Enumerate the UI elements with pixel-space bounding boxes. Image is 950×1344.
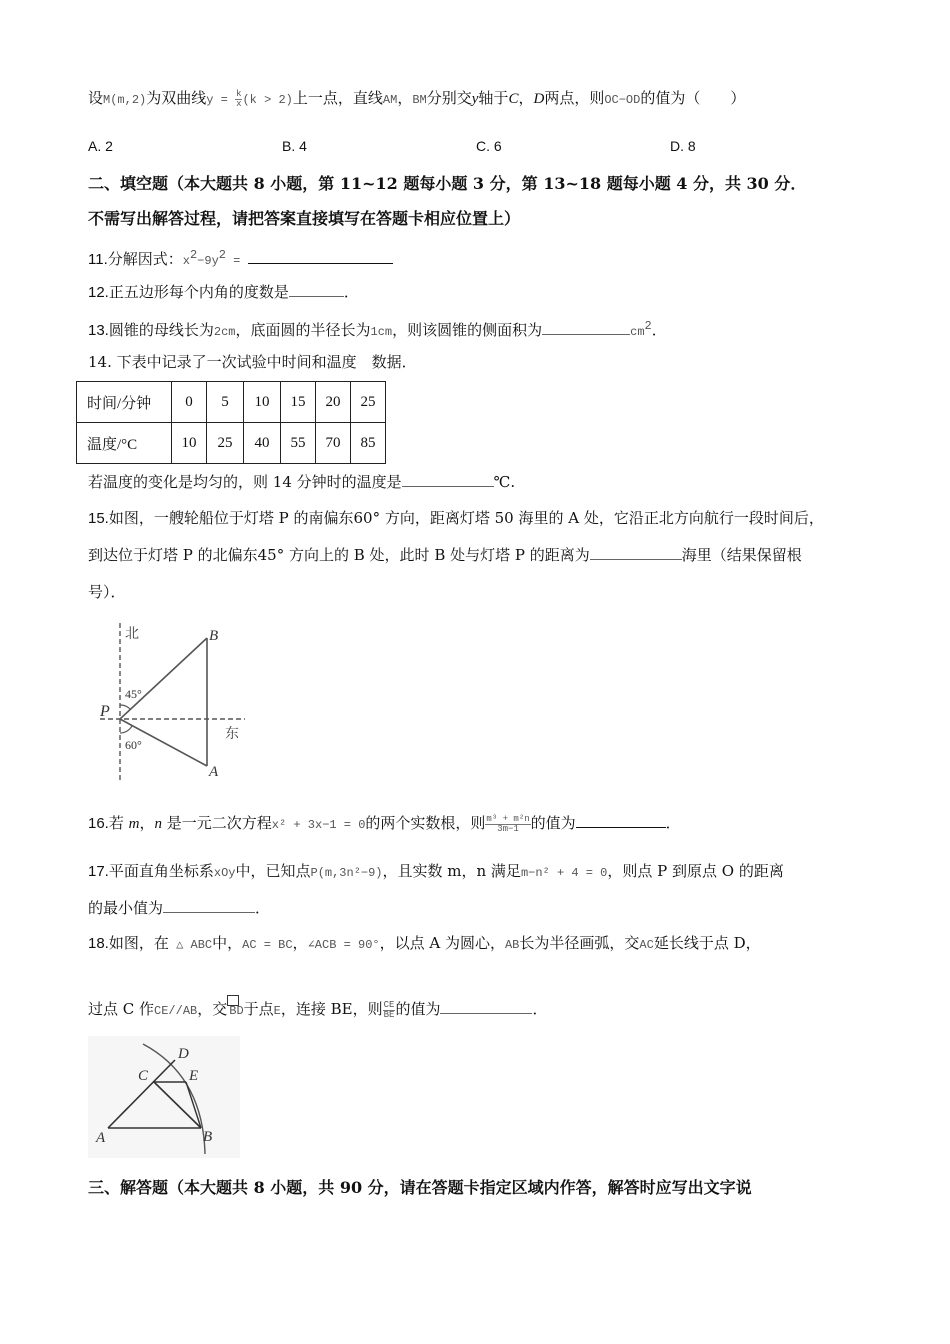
text: ．	[665, 814, 681, 832]
data-table	[76, 381, 386, 464]
math-var-y: y	[471, 91, 479, 107]
fraction-numerator: m³ + m²n	[486, 813, 530, 824]
fraction-denominator: 3m−1	[497, 823, 519, 834]
question-number: 13.	[88, 322, 109, 339]
question-11	[88, 245, 393, 271]
angle-60-label: 60°	[125, 738, 142, 752]
angle-45-label: 45°	[125, 687, 142, 701]
text: 长为半径画弧，交	[519, 934, 640, 952]
table-cell: 25	[351, 382, 386, 423]
point-a-label: A	[96, 1130, 106, 1146]
question-number: 18.	[88, 935, 109, 952]
table-cell: 5	[207, 382, 244, 423]
table-cell: 10	[172, 423, 207, 464]
math: AC	[639, 938, 654, 952]
text: 上一点，直线	[292, 89, 383, 107]
table-cell: 40	[244, 423, 281, 464]
row-header: 时间/分钟	[77, 382, 172, 423]
table-cell: 15	[281, 382, 316, 423]
text: 若	[108, 814, 129, 832]
fraction-numerator: k	[236, 88, 242, 99]
math-am: AM	[382, 93, 398, 107]
math-triangle: △ ABC	[168, 938, 213, 952]
question-number: 11.	[88, 251, 108, 268]
point-e-label: E	[189, 1068, 199, 1084]
text: 正五边形每个内角的度数是	[108, 283, 289, 301]
math-point-m: M(m,2)	[103, 93, 147, 107]
math: −9y	[197, 254, 219, 268]
superscript: 2	[218, 248, 226, 262]
table-cell: 85	[351, 423, 386, 464]
table-row	[77, 423, 386, 464]
text: ，连接 BE，则	[280, 1000, 383, 1018]
math-var-m: m	[128, 816, 140, 832]
math: AB	[504, 938, 520, 952]
point-p-label: P	[100, 703, 110, 720]
question-17-line2	[88, 898, 270, 918]
question-number: 12.	[88, 284, 109, 301]
question-15-line3: 号）．	[88, 583, 126, 601]
text: 是一元二次方程	[162, 814, 272, 832]
text: 海里（结果保留根	[681, 546, 802, 564]
question-15-line2	[88, 545, 802, 565]
table-row	[77, 382, 386, 423]
point-c-label: C	[138, 1068, 149, 1084]
text: 的两个实数根，则	[365, 814, 486, 832]
text: 圆锥的母线长为	[108, 321, 214, 339]
text: ，交	[197, 1000, 228, 1018]
arc-triangle-figure	[88, 1036, 240, 1158]
question-14-intro: 14. 下表中记录了一次试验中时间和温度 数据．	[88, 353, 417, 371]
math: E	[273, 1004, 281, 1018]
east-label: 东	[225, 726, 239, 742]
math-y: y =	[206, 93, 236, 107]
text: 分解因式：	[107, 250, 183, 268]
text: 分别交	[426, 89, 472, 107]
question-number: 16.	[88, 815, 109, 832]
math: 2cm	[213, 325, 236, 339]
point-b-label: B	[209, 628, 219, 644]
text: ，	[518, 89, 534, 107]
fraction-denominator: BE	[383, 1009, 395, 1020]
math-expression: OC−OD	[604, 93, 641, 107]
text: 到达位于灯塔 P 的北偏东45° 方向上的 B 处，此时 B 处与灯塔 P 的距离为	[88, 546, 590, 564]
text: ，	[397, 89, 413, 107]
text: ，	[139, 814, 155, 832]
text: 的最小值为	[88, 899, 164, 917]
section-2-heading-line1: 二、填空题（本大题共 8 小题，第 11~12 题每小题 3 分，第 13~18 题每小题 4 分，共 30 分．	[88, 174, 807, 193]
text: ．	[255, 899, 271, 917]
math-equation: x² + 3x−1 = 0	[271, 818, 366, 832]
option-a[interactable]: A. 2	[88, 138, 113, 154]
math-fraction	[485, 815, 530, 834]
unit: cm	[630, 325, 645, 339]
question-15-line1	[88, 508, 824, 529]
math-condition: (k > 2)	[242, 93, 293, 107]
north-label: 北	[125, 626, 139, 642]
geometry-diagram	[88, 1036, 240, 1158]
lighthouse-figure	[95, 618, 255, 783]
table-cell: 10	[244, 382, 281, 423]
option-c[interactable]: C. 6	[476, 138, 502, 154]
text: ，	[292, 934, 308, 952]
text: 如图，一艘轮船位于灯塔 P 的南偏东60° 方向，距离灯塔 50 海里的 A 处，它沿正北方向航行一段时间后，	[108, 509, 824, 527]
fraction-denominator: x	[236, 98, 242, 109]
table-cell: 55	[281, 423, 316, 464]
text: 的值为（ ）	[640, 89, 746, 107]
text: 中，	[212, 934, 243, 952]
section-2-heading-line2: 不需写出解答过程，请把答案直接填写在答题卡相应位置上）	[88, 209, 521, 228]
question-number: 17.	[88, 863, 109, 880]
math-var-n: n	[154, 816, 162, 832]
text: ，底面圆的半径长为	[235, 321, 371, 339]
question-10-stem	[88, 88, 745, 110]
text: 轴于	[478, 89, 509, 107]
answer-blank[interactable]	[248, 249, 393, 264]
text: ．	[343, 283, 359, 301]
text: 延长线于点 D，	[653, 934, 761, 952]
math: AC = BC	[242, 938, 293, 952]
math-condition: m−n² + 4 = 0	[520, 866, 608, 880]
text: 的值为	[530, 814, 576, 832]
text: ，则该圆锥的侧面积为	[392, 321, 543, 339]
text: 设	[88, 89, 104, 107]
text: ．	[651, 321, 667, 339]
question-18-line2	[88, 995, 547, 1021]
text: 两点，则	[544, 89, 605, 107]
row-header: 温度/°C	[77, 423, 172, 464]
math: x	[182, 254, 190, 268]
answer-blank[interactable]	[542, 320, 630, 335]
answer-blank[interactable]	[576, 813, 666, 828]
answer-blank[interactable]	[440, 999, 532, 1014]
math-arc-bd: BD	[229, 1004, 244, 1018]
math: =	[225, 254, 248, 268]
text: 平面直角坐标系	[108, 862, 214, 880]
question-14-ask	[88, 472, 515, 492]
table-cell: 25	[207, 423, 244, 464]
text: 为双曲线	[146, 89, 207, 107]
text: 若温度的变化是均匀的，则 14 分钟时的温度是	[88, 473, 402, 491]
question-13	[88, 316, 667, 342]
option-b[interactable]: B. 4	[282, 138, 307, 154]
text: ，以点 A 为圆心，	[379, 934, 505, 952]
point-b-label: B	[203, 1129, 213, 1145]
text: ．	[532, 1000, 548, 1018]
superscript: 2	[189, 248, 198, 262]
table-cell: 0	[172, 382, 207, 423]
text: 中，已知点	[235, 862, 311, 880]
answer-blank[interactable]	[163, 898, 255, 913]
question-17-line1	[88, 861, 784, 883]
section-3-heading: 三、解答题（本大题共 8 小题，共 90 分，请在答题卡指定区域内作答，解答时应写出文字说	[88, 1178, 752, 1197]
compass-diagram	[95, 618, 255, 783]
question-12	[88, 282, 359, 303]
table-cell: 20	[316, 382, 351, 423]
option-d[interactable]: D. 8	[670, 138, 696, 154]
text: 如图，在	[108, 934, 169, 952]
answer-blank[interactable]	[289, 282, 344, 297]
question-18-line1	[88, 933, 761, 955]
math-bm: BM	[412, 93, 427, 107]
answer-blank[interactable]	[590, 545, 682, 560]
table-cell: 70	[316, 423, 351, 464]
math: ∠ACB = 90°	[307, 938, 380, 952]
point-a-label: A	[209, 764, 219, 780]
math-fraction	[383, 1001, 396, 1020]
math-point: P(m,3n²−9)	[310, 866, 383, 880]
unit: ℃.	[493, 473, 516, 491]
text: ，且实数 m，n 满足	[382, 862, 521, 880]
math-var-d: D	[533, 91, 545, 107]
math: CE//AB	[154, 1004, 198, 1018]
fraction-numerator: CE	[383, 999, 395, 1010]
superscript: 2	[644, 319, 652, 333]
math-var-c: C	[508, 91, 519, 107]
question-number: 15.	[88, 510, 109, 527]
question-16	[88, 813, 681, 835]
text: 于点	[243, 1000, 274, 1018]
point-d-label: D	[178, 1046, 189, 1062]
text: 的值为	[395, 1000, 441, 1018]
text: ，则点 P 到原点 O 的距离	[607, 862, 784, 880]
answer-blank[interactable]	[402, 472, 494, 487]
math: 1cm	[370, 325, 393, 339]
text: 过点 C 作	[88, 1000, 155, 1018]
math: xOy	[213, 866, 236, 880]
